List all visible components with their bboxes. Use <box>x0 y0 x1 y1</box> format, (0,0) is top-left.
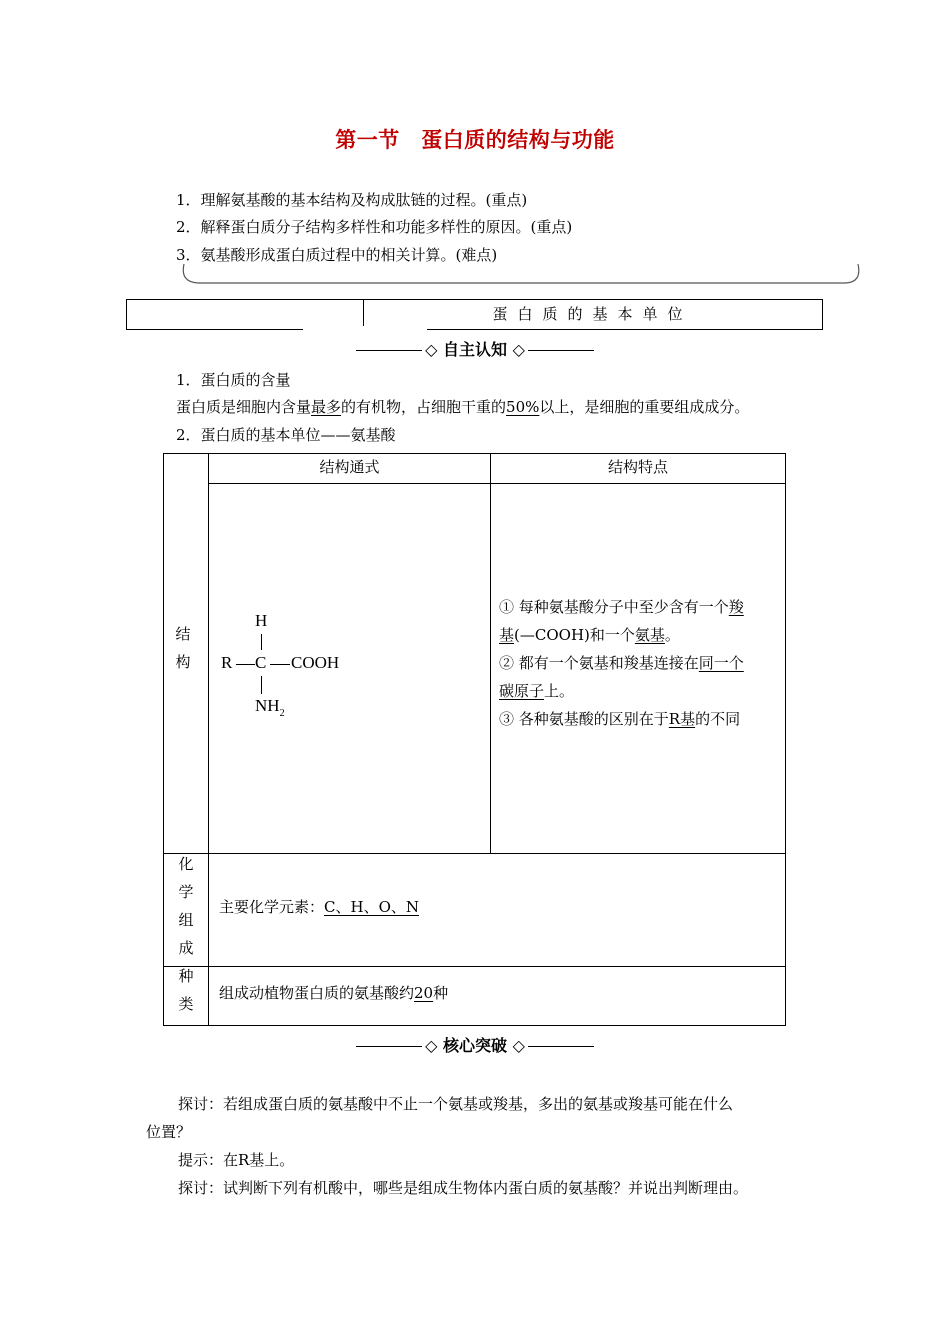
chemical-elements: 主要化学元素：C、H、O、N <box>219 898 419 916</box>
discussion-hint: 提示：在R基上。 <box>178 1151 295 1169</box>
item1-body: 蛋白质是细胞内含量最多的有机物，占细胞干重的50%以上，是细胞的重要组成成分。 <box>176 398 750 416</box>
page-title: 第一节 蛋白质的结构与功能 <box>335 128 615 152</box>
goal-item: 3．氨基酸形成蛋白质过程中的相关计算。(难点) <box>176 246 498 264</box>
discussion-question-1-cont: 位置？ <box>146 1123 192 1141</box>
section-heading-core: ◇ 核心突破 ◇ <box>0 1033 950 1056</box>
row-header-structure: 结 构 <box>175 625 191 671</box>
section-heading-text: 核心突破 <box>442 1036 507 1055</box>
row-header-kinds: 种 类 <box>178 967 194 1013</box>
discussion-question-1: 探讨：若组成蛋白质的氨基酸中不止一个氨基或羧基，多出的氨基或羧基可能在什么 <box>178 1095 734 1113</box>
item2-title: 2．蛋白质的基本单位——氨基酸 <box>176 426 396 444</box>
goals-bracket <box>178 262 863 288</box>
section-header-box <box>126 299 823 330</box>
row-header-chemical: 化 学 组 成 <box>178 855 194 957</box>
amino-acid-table: 结构通式 结构特点 结 构 H R C COOH $NH_2$ ① 每种氨基酸分子中至少含有一个羧 基(—COOH)和一个氨基。 ② 都有一个氨基和羧基连接在同一个 碳原子上。 ③ 各种氨基酸的区别在于R基的不同 化 学 组 成 主要化学元素：C、H、O、N 种 类 组成动植物蛋白质的氨基酸约20种 <box>163 453 786 1026</box>
section-heading-self-study: ◇ 自主认知 ◇ <box>0 337 950 360</box>
column-header-features: 结构特点 <box>607 458 668 476</box>
section-heading-text: 自主认知 <box>442 340 507 359</box>
goal-item: 2．解释蛋白质分子结构多样性和功能多样性的原因。(重点) <box>176 218 573 236</box>
item1-title: 1．蛋白质的含量 <box>176 371 291 389</box>
goal-item: 1．理解氨基酸的基本结构及构成肽链的过程。(重点) <box>176 191 528 209</box>
column-header-formula: 结构通式 <box>319 458 380 476</box>
discussion-question-2: 探讨：试判断下列有机酸中，哪些是组成生物体内蛋白质的氨基酸？并说出判断理由。 <box>178 1179 749 1197</box>
structure-features: ① 每种氨基酸分子中至少含有一个羧 基(—COOH)和一个氨基。 ② 都有一个氨基和羧基连接在同一个 碳原子上。 ③ 各种氨基酸的区别在于R基的不同 <box>499 598 744 728</box>
section-header-text: 蛋白质的基本单位 <box>492 305 693 323</box>
amino-acid-kinds: 组成动植物蛋白质的氨基酸约20种 <box>219 984 449 1002</box>
